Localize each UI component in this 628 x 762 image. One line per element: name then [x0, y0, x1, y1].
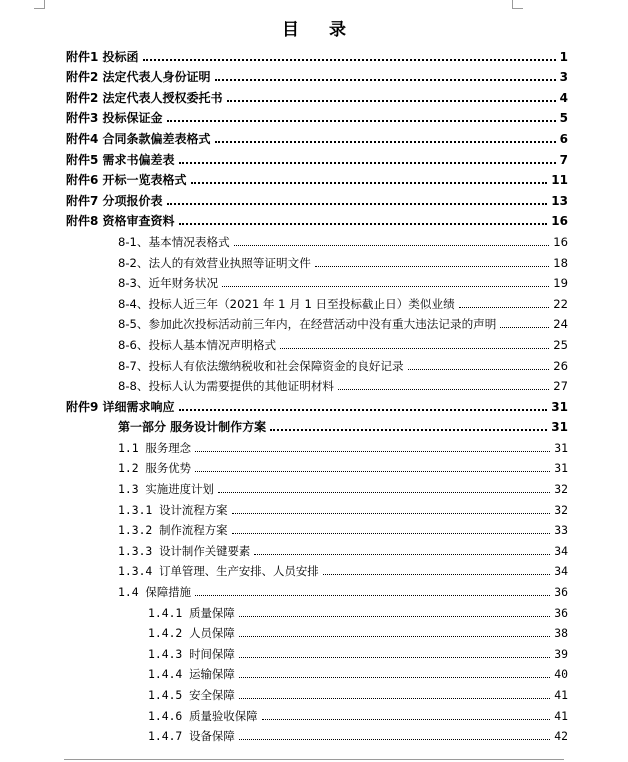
table-of-contents: [0, 44, 628, 744]
toc-entry-label: 附件9 详细需求响应: [66, 399, 175, 414]
toc-entry-label: 1.4.1 质量保障: [148, 605, 235, 620]
toc-entry[interactable]: [0, 126, 628, 147]
toc-entry-label: 附件3 投标保证金: [66, 111, 163, 126]
toc-entry-page-number: 22: [553, 296, 568, 311]
toc-dot-leader: [222, 286, 549, 287]
toc-entry-label: 附件5 需求书偏差表: [66, 152, 175, 167]
toc-entry-page-number: 41: [554, 688, 568, 702]
toc-entry[interactable]: [0, 353, 628, 374]
toc-entry[interactable]: [0, 579, 628, 600]
toc-entry-page-number: 36: [554, 605, 568, 620]
toc-dot-leader: [195, 451, 550, 452]
toc-entry[interactable]: [0, 147, 628, 168]
toc-entry-page-number: 38: [554, 626, 568, 641]
toc-entry-page-number: 40: [554, 667, 568, 682]
toc-dot-leader: [218, 492, 551, 493]
toc-dot-leader: [215, 141, 556, 143]
toc-entry-label: 8-4、投标人近三年（2021 年 1 月 1 日至投标截止日）类似业绩: [118, 296, 455, 311]
toc-entry[interactable]: [0, 600, 628, 621]
toc-dot-leader: [239, 657, 551, 658]
toc-dot-leader: [239, 677, 551, 678]
toc-dot-leader: [167, 203, 548, 205]
toc-dot-leader: [315, 266, 549, 267]
toc-dot-leader: [179, 409, 548, 411]
toc-entry-label: 1.2 服务优势: [118, 461, 191, 476]
toc-dot-leader: [232, 533, 551, 534]
toc-entry[interactable]: [0, 682, 628, 703]
toc-entry-label: 1.4.4 运输保障: [148, 667, 235, 682]
toc-entry-label: 附件1 投标函: [66, 49, 139, 64]
toc-dot-leader: [227, 100, 556, 102]
toc-entry-label: 第一部分 服务设计制作方案: [118, 420, 267, 435]
toc-entry-page-number: 1: [559, 49, 568, 64]
toc-entry[interactable]: [0, 374, 628, 395]
toc-dot-leader: [179, 223, 548, 225]
toc-entry-label: 1.3.3 设计制作关键要素: [118, 543, 251, 558]
toc-entry[interactable]: [0, 662, 628, 683]
toc-entry-label: 1.4.5 安全保障: [148, 688, 235, 702]
toc-entry-label: 附件7 分项报价表: [66, 193, 163, 208]
toc-entry[interactable]: [0, 44, 628, 65]
toc-entry-label: 1.4.2 人员保障: [148, 626, 235, 641]
toc-entry-page-number: 36: [554, 585, 568, 600]
toc-entry-label: 1.4 保障措施: [118, 585, 191, 600]
toc-entry-page-number: 16: [553, 234, 568, 249]
toc-dot-leader: [167, 120, 556, 122]
toc-dot-leader: [338, 389, 549, 390]
toc-entry-label: 8-3、近年财务状况: [118, 276, 219, 291]
toc-entry[interactable]: [0, 456, 628, 477]
toc-entry[interactable]: [0, 312, 628, 333]
toc-dot-leader: [254, 554, 550, 555]
toc-entry[interactable]: [0, 497, 628, 518]
toc-entry-label: 1.3.4 订单管理、生产安排、人员安排: [118, 564, 319, 579]
toc-entry[interactable]: [0, 168, 628, 189]
toc-entry[interactable]: [0, 332, 628, 353]
toc-entry-label: 8-7、投标人有依法缴纳税收和社会保障资金的良好记录: [118, 358, 404, 373]
toc-entry-label: 8-8、投标人认为需要提供的其他证明材料: [118, 379, 335, 394]
toc-entry-label: 8-6、投标人基本情况声明格式: [118, 337, 277, 352]
toc-entry-page-number: 31: [554, 440, 568, 455]
toc-dot-leader: [179, 162, 556, 164]
toc-entry-label: 附件6 开标一览表格式: [66, 173, 187, 188]
toc-dot-leader: [408, 369, 550, 370]
toc-dot-leader: [215, 79, 556, 81]
toc-entry-page-number: 7: [559, 152, 568, 167]
toc-entry-page-number: 19: [553, 276, 568, 291]
toc-entry[interactable]: [0, 538, 628, 559]
toc-dot-leader: [323, 574, 551, 575]
toc-dot-leader: [239, 739, 551, 740]
toc-entry-page-number: 3: [559, 70, 568, 85]
toc-entry-label: 附件8 资格审查资料: [66, 214, 175, 229]
toc-entry-label: 1.3 实施进度计划: [118, 482, 214, 497]
toc-entry[interactable]: [0, 724, 628, 745]
toc-entry[interactable]: [0, 703, 628, 724]
toc-entry-page-number: 31: [551, 420, 568, 435]
toc-entry-page-number: 13: [551, 193, 568, 208]
toc-entry[interactable]: [0, 415, 628, 436]
toc-dot-leader: [239, 616, 551, 617]
toc-dot-leader: [232, 513, 551, 514]
toc-entry[interactable]: [0, 435, 628, 456]
toc-dot-leader: [262, 719, 551, 720]
toc-entry-label: 8-2、法人的有效营业执照等证明文件: [118, 255, 311, 270]
toc-entry[interactable]: [0, 641, 628, 662]
toc-entry[interactable]: [0, 85, 628, 106]
toc-entry-page-number: 4: [559, 90, 568, 105]
toc-dot-leader: [270, 429, 547, 431]
toc-entry-page-number: 18: [553, 255, 568, 270]
toc-entry[interactable]: [0, 209, 628, 230]
toc-entry-label: 8-1、基本情况表格式: [118, 234, 230, 249]
toc-dot-leader: [143, 59, 556, 61]
toc-entry-page-number: 34: [554, 543, 568, 558]
toc-entry[interactable]: [0, 271, 628, 292]
toc-entry[interactable]: [0, 106, 628, 127]
page-footer-rule: [64, 759, 564, 760]
toc-entry-page-number: 26: [553, 358, 568, 373]
toc-dot-leader: [195, 471, 550, 472]
toc-entry-page-number: 34: [554, 564, 568, 579]
toc-dot-leader: [191, 182, 548, 184]
toc-entry-page-number: 32: [554, 482, 568, 497]
toc-entry-page-number: 42: [554, 729, 568, 744]
toc-entry-page-number: 11: [551, 173, 568, 188]
toc-entry[interactable]: [0, 291, 628, 312]
toc-dot-leader: [239, 636, 551, 637]
toc-entry-page-number: 39: [554, 646, 568, 661]
toc-entry-page-number: 16: [551, 214, 568, 229]
toc-entry-label: 附件2 法定代表人授权委托书: [66, 90, 223, 105]
toc-entry-page-number: 31: [551, 399, 568, 414]
toc-entry[interactable]: [0, 559, 628, 580]
toc-entry-page-number: 24: [553, 317, 568, 332]
toc-entry-label: 8-5、参加此次投标活动前三年内，在经营活动中没有重大违法记录的声明: [118, 317, 497, 332]
toc-entry[interactable]: [0, 229, 628, 250]
toc-entry-page-number: 6: [559, 131, 568, 146]
toc-entry-label: 附件2 法定代表人身份证明: [66, 70, 211, 85]
toc-entry-label: 1.4.7 设备保障: [148, 729, 235, 744]
toc-entry-label: 1.3.1 设计流程方案: [118, 502, 228, 517]
toc-entry-page-number: 27: [553, 379, 568, 394]
page-corner-mark-left: [34, 0, 45, 9]
toc-entry-label: 1.4.3 时间保障: [148, 646, 235, 661]
toc-entry[interactable]: [0, 476, 628, 497]
toc-entry-page-number: 41: [554, 708, 568, 723]
toc-entry-page-number: 25: [553, 337, 568, 352]
toc-entry[interactable]: [0, 518, 628, 539]
toc-entry[interactable]: [0, 65, 628, 86]
toc-dot-leader: [500, 327, 549, 328]
toc-entry-page-number: 32: [554, 502, 568, 517]
toc-dot-leader: [239, 698, 551, 699]
toc-entry-label: 附件4 合同条款偏差表格式: [66, 131, 211, 146]
toc-entry[interactable]: [0, 250, 628, 271]
toc-entry-page-number: 31: [554, 461, 568, 476]
toc-entry-page-number: 33: [554, 523, 568, 538]
toc-entry-label: 1.1 服务理念: [118, 440, 191, 455]
toc-dot-leader: [459, 307, 550, 308]
toc-entry-page-number: 5: [559, 111, 568, 126]
toc-entry[interactable]: [0, 394, 628, 415]
toc-entry[interactable]: [0, 621, 628, 642]
toc-entry[interactable]: [0, 188, 628, 209]
page-corner-mark-right: [512, 0, 523, 9]
toc-dot-leader: [195, 595, 550, 596]
toc-dot-leader: [234, 245, 550, 246]
toc-entry-label: 1.4.6 质量验收保障: [148, 708, 258, 723]
toc-entry-label: 1.3.2 制作流程方案: [118, 523, 228, 538]
toc-title: 目 录: [282, 20, 358, 40]
toc-dot-leader: [280, 348, 549, 349]
